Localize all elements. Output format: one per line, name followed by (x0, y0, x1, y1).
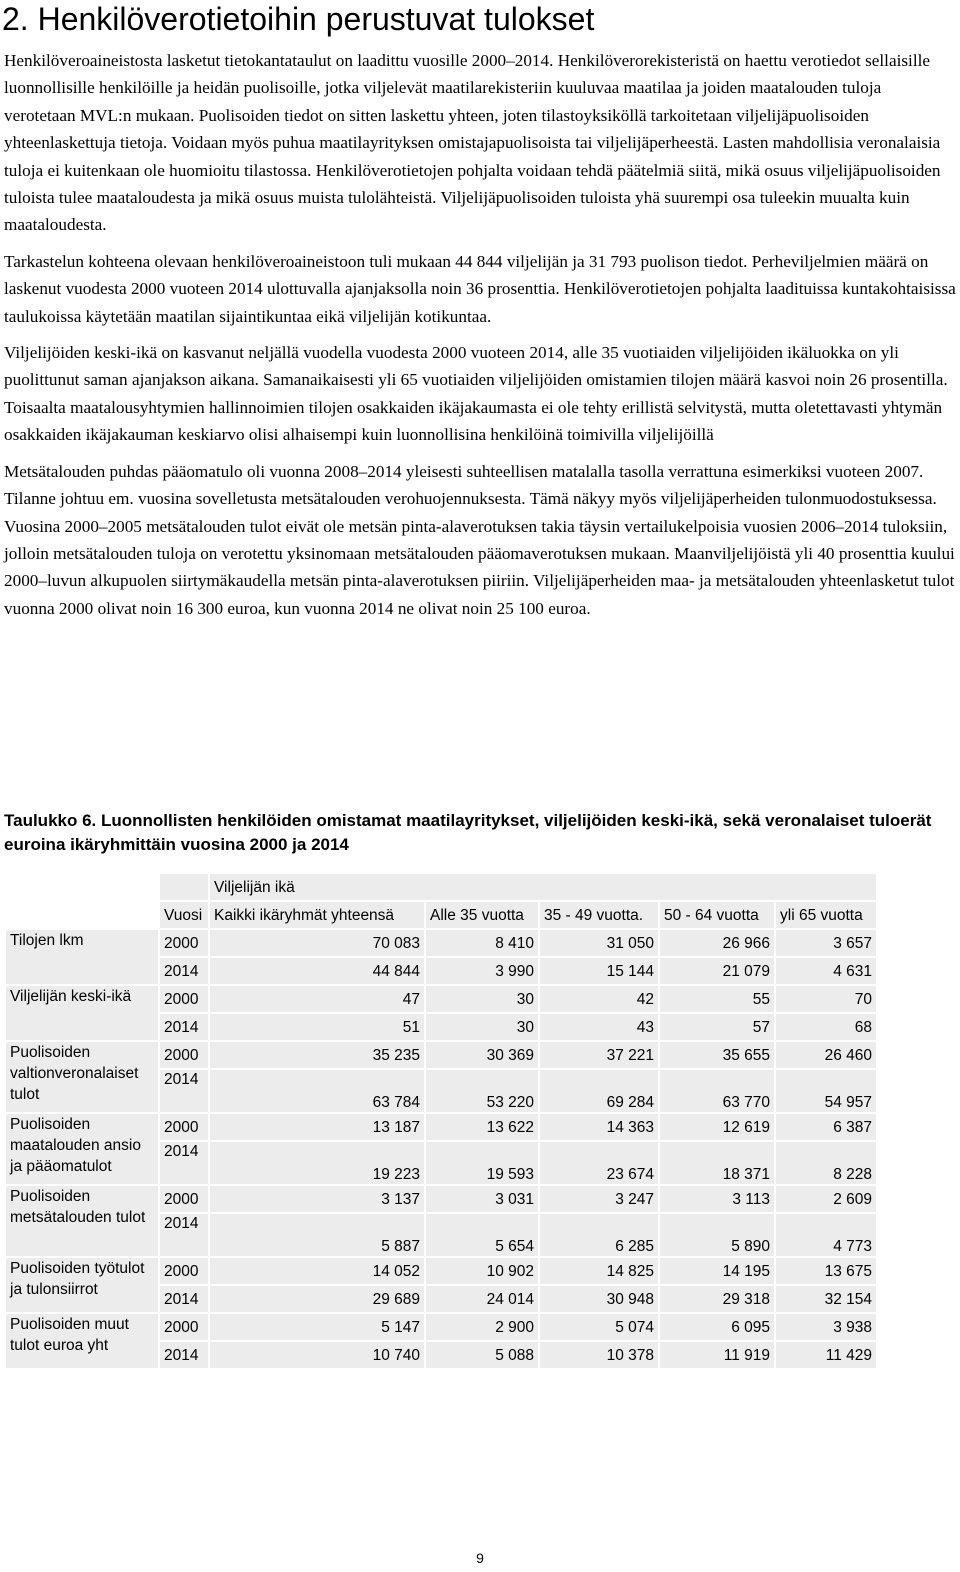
value-cell: 63 784 (210, 1070, 424, 1112)
year-cell: 2000 (160, 986, 208, 1012)
value-cell: 15 144 (540, 958, 658, 984)
column-header: Alle 35 vuotta (426, 902, 538, 928)
value-cell: 2 900 (426, 1314, 538, 1340)
value-cell: 37 221 (540, 1042, 658, 1068)
table-row (6, 1042, 876, 1068)
row-label: Viljelijän keski-ikä (6, 986, 158, 1040)
section-heading: 2. Henkilöverotietoihin perustuvat tulokset (2, 1, 595, 37)
row-label: Puolisoiden valtionveronalaiset tulot (6, 1042, 158, 1112)
value-cell: 47 (210, 986, 424, 1012)
table-row (6, 986, 876, 1012)
group-header: Viljelijän ikä (210, 874, 876, 900)
year-cell: 2000 (160, 1258, 208, 1284)
table-caption: Taulukko 6. Luonnollisten henkilöiden omistamat maatilayritykset, viljelijöiden keski-ikä, sekä veronalaiset tuloerät euroina ikäryhmittäin vuosina 2000 ja 2014 (4, 811, 932, 854)
value-cell: 3 113 (660, 1186, 774, 1212)
value-cell: 11 429 (776, 1342, 876, 1368)
value-cell: 29 689 (210, 1286, 424, 1312)
value-cell: 3 938 (776, 1314, 876, 1340)
value-cell: 14 363 (540, 1114, 658, 1140)
year-cell: 2014 (160, 1342, 208, 1368)
year-cell: 2014 (160, 1214, 208, 1256)
value-cell: 57 (660, 1014, 774, 1040)
value-cell: 26 460 (776, 1042, 876, 1068)
value-cell: 14 825 (540, 1258, 658, 1284)
table-row (6, 1314, 876, 1340)
row-label: Puolisoiden työtulot ja tulonsiirrot (6, 1258, 158, 1312)
column-header: yli 65 vuotta (776, 902, 876, 928)
value-cell: 8 410 (426, 930, 538, 956)
value-cell: 53 220 (426, 1070, 538, 1112)
paragraph-2: Tarkastelun kohteena olevaan henkilöveroaineistoon tuli mukaan 44 844 viljelijän ja 31 793 puolison tiedot. Perheviljelmien määrä on laskenut vuodesta 2000 vuoteen 2014 ulottuvalla ajanjaksolla noin 36 prosenttia. Henkilöverotietojen pohjalta laadituissa kuntakohtaisissa taulukoissa käytetään maatilan sijaintikuntaa eikä viljelijän kotikuntaa. (4, 251, 956, 326)
value-cell: 13 187 (210, 1114, 424, 1140)
row-label: Puolisoiden maatalouden ansio ja pääomatulot (6, 1114, 158, 1184)
body-text (4, 47, 956, 631)
value-cell: 69 284 (540, 1070, 658, 1112)
value-cell: 6 285 (540, 1214, 658, 1256)
value-cell: 55 (660, 986, 774, 1012)
value-cell: 5 074 (540, 1314, 658, 1340)
table-row (6, 930, 876, 956)
year-cell: 2014 (160, 1286, 208, 1312)
group-header-row (6, 874, 876, 900)
year-cell: 2014 (160, 958, 208, 984)
value-cell: 19 223 (210, 1142, 424, 1184)
value-cell: 14 052 (210, 1258, 424, 1284)
value-cell: 10 902 (426, 1258, 538, 1284)
year-cell: 2014 (160, 1142, 208, 1184)
value-cell: 30 (426, 1014, 538, 1040)
value-cell: 35 235 (210, 1042, 424, 1068)
page-number: 9 (476, 1550, 484, 1566)
value-cell: 21 079 (660, 958, 774, 984)
value-cell: 3 990 (426, 958, 538, 984)
year-cell: 2000 (160, 1314, 208, 1340)
value-cell: 70 083 (210, 930, 424, 956)
value-cell: 10 740 (210, 1342, 424, 1368)
value-cell: 23 674 (540, 1142, 658, 1184)
value-cell: 24 014 (426, 1286, 538, 1312)
table-row (6, 1258, 876, 1284)
value-cell: 6 095 (660, 1314, 774, 1340)
value-cell: 5 147 (210, 1314, 424, 1340)
value-cell: 5 887 (210, 1214, 424, 1256)
column-header: 50 - 64 vuotta (660, 902, 774, 928)
value-cell: 26 966 (660, 930, 774, 956)
value-cell: 43 (540, 1014, 658, 1040)
data-table (4, 872, 878, 1370)
value-cell: 30 (426, 986, 538, 1012)
value-cell: 3 031 (426, 1186, 538, 1212)
value-cell: 8 228 (776, 1142, 876, 1184)
value-cell: 35 655 (660, 1042, 774, 1068)
value-cell: 18 371 (660, 1142, 774, 1184)
value-cell: 10 378 (540, 1342, 658, 1368)
value-cell: 68 (776, 1014, 876, 1040)
row-label: Puolisoiden metsätalouden tulot (6, 1186, 158, 1256)
value-cell: 3 137 (210, 1186, 424, 1212)
table-row (6, 1114, 876, 1140)
column-header: 35 - 49 vuotta. (540, 902, 658, 928)
value-cell: 19 593 (426, 1142, 538, 1184)
value-cell: 32 154 (776, 1286, 876, 1312)
row-label: Tilojen lkm (6, 930, 158, 984)
year-cell: 2000 (160, 1114, 208, 1140)
value-cell: 63 770 (660, 1070, 774, 1112)
value-cell: 12 619 (660, 1114, 774, 1140)
value-cell: 29 318 (660, 1286, 774, 1312)
year-header: Vuosi (160, 902, 208, 928)
value-cell: 3 657 (776, 930, 876, 956)
paragraph-1: Henkilöveroaineistosta lasketut tietokantataulut on laadittu vuosille 2000–2014. Henkilöverorekisteristä on haettu verotiedot sellaisille luonnollisille henkilöille ja heidän puolisoille, jotka viljelevät maatilarekisteriin kuuluvaa maatilaa ja joiden maatalouden tuloja verotetaan MVL:n mukaan. Puolisoiden tiedot on sitten laskettu yhteen, joten tilastoyksiköllä tarkoitetaan viljelijäpuolisoiden yhteenlaskettuja tietoja. Voidaan myös puhua maatilayrityksen omistajapuolisoista tai viljelijäperheestä. Lasten mahdollisia veronalaisia tuloja ei kuitenkaan ole huomioitu tilastossa. Henkilöverotietojen pohjalta voidaan tehdä päätelmiä siitä, mikä osuus viljelijäpuolisoiden tuloista tulee maataloudesta ja mikä osuus muista tulolähteistä. Viljelijäpuolisoiden tuloista yhä suurempi osa tuleekin muualta kuin maataloudesta. (4, 51, 941, 235)
value-cell: 5 088 (426, 1342, 538, 1368)
value-cell: 3 247 (540, 1186, 658, 1212)
value-cell: 4 773 (776, 1214, 876, 1256)
value-cell: 30 948 (540, 1286, 658, 1312)
value-cell: 2 609 (776, 1186, 876, 1212)
value-cell: 14 195 (660, 1258, 774, 1284)
year-cell: 2000 (160, 930, 208, 956)
value-cell: 44 844 (210, 958, 424, 984)
value-cell: 5 890 (660, 1214, 774, 1256)
value-cell: 4 631 (776, 958, 876, 984)
value-cell: 51 (210, 1014, 424, 1040)
value-cell: 30 369 (426, 1042, 538, 1068)
value-cell: 5 654 (426, 1214, 538, 1256)
value-cell: 6 387 (776, 1114, 876, 1140)
table-row (6, 1186, 876, 1212)
year-cell: 2000 (160, 1186, 208, 1212)
value-cell: 54 957 (776, 1070, 876, 1112)
column-header-row (6, 902, 876, 928)
paragraph-3: Viljelijöiden keski-ikä on kasvanut neljällä vuodella vuodesta 2000 vuoteen 2014, alle 35 vuotiaiden viljelijöiden ikäluokka on yli puolittunut saman ajanjakson aikana. Samanaikaisesti yli 65 vuotiaiden viljelijöiden omistamien tilojen määrä kasvoi noin 26 prosentilla. Toisaalta maatalousyhtymien hallinnoimien tilojen osakkaiden ikäjakaumasta ei ole tehty erillistä selvitystä, mutta oletettavasti yhtymän osakkaiden ikäjakauman keskiarvo olisi alhaisempi kuin luonnollisina henkilöinä toimivilla viljelijöillä (4, 343, 948, 445)
year-cell: 2000 (160, 1042, 208, 1068)
row-label: Puolisoiden muut tulot euroa yht (6, 1314, 158, 1368)
value-cell: 31 050 (540, 930, 658, 956)
year-cell: 2014 (160, 1070, 208, 1112)
value-cell: 42 (540, 986, 658, 1012)
year-cell: 2014 (160, 1014, 208, 1040)
value-cell: 13 675 (776, 1258, 876, 1284)
value-cell: 13 622 (426, 1114, 538, 1140)
value-cell: 11 919 (660, 1342, 774, 1368)
column-header: Kaikki ikäryhmät yhteensä (210, 902, 424, 928)
value-cell: 70 (776, 986, 876, 1012)
paragraph-4: Metsätalouden puhdas pääomatulo oli vuonna 2008–2014 yleisesti suhteellisen matalalla tasolla verrattuna esimerkiksi vuoteen 2007. Tilanne johtuu em. vuosina sovelletusta metsätalouden verohuojennuksesta. Tämä näkyy myös viljelijäperheiden tulonmuodostuksessa. Vuosina 2000–2005 metsätalouden tulot eivät ole metsän pinta-alaverotuksen takia täysin vertailukelpoisia vuosien 2006–2014 tuloksiin, jolloin metsätalouden tuloja on verotettu yksinomaan metsätalouden pääomaverotuksen mukaan. Maanviljelijöistä yli 40 prosenttia kuului 2000–luvun alkupuolen siirtymäkaudella metsän pinta-alaverotuksen piiriin. Viljelijäperheiden maa- ja metsätalouden yhteenlasketut tulot vuonna 2000 olivat noin 16 300 euroa, kun vuonna 2014 ne olivat noin 25 100 euroa. (4, 461, 955, 618)
